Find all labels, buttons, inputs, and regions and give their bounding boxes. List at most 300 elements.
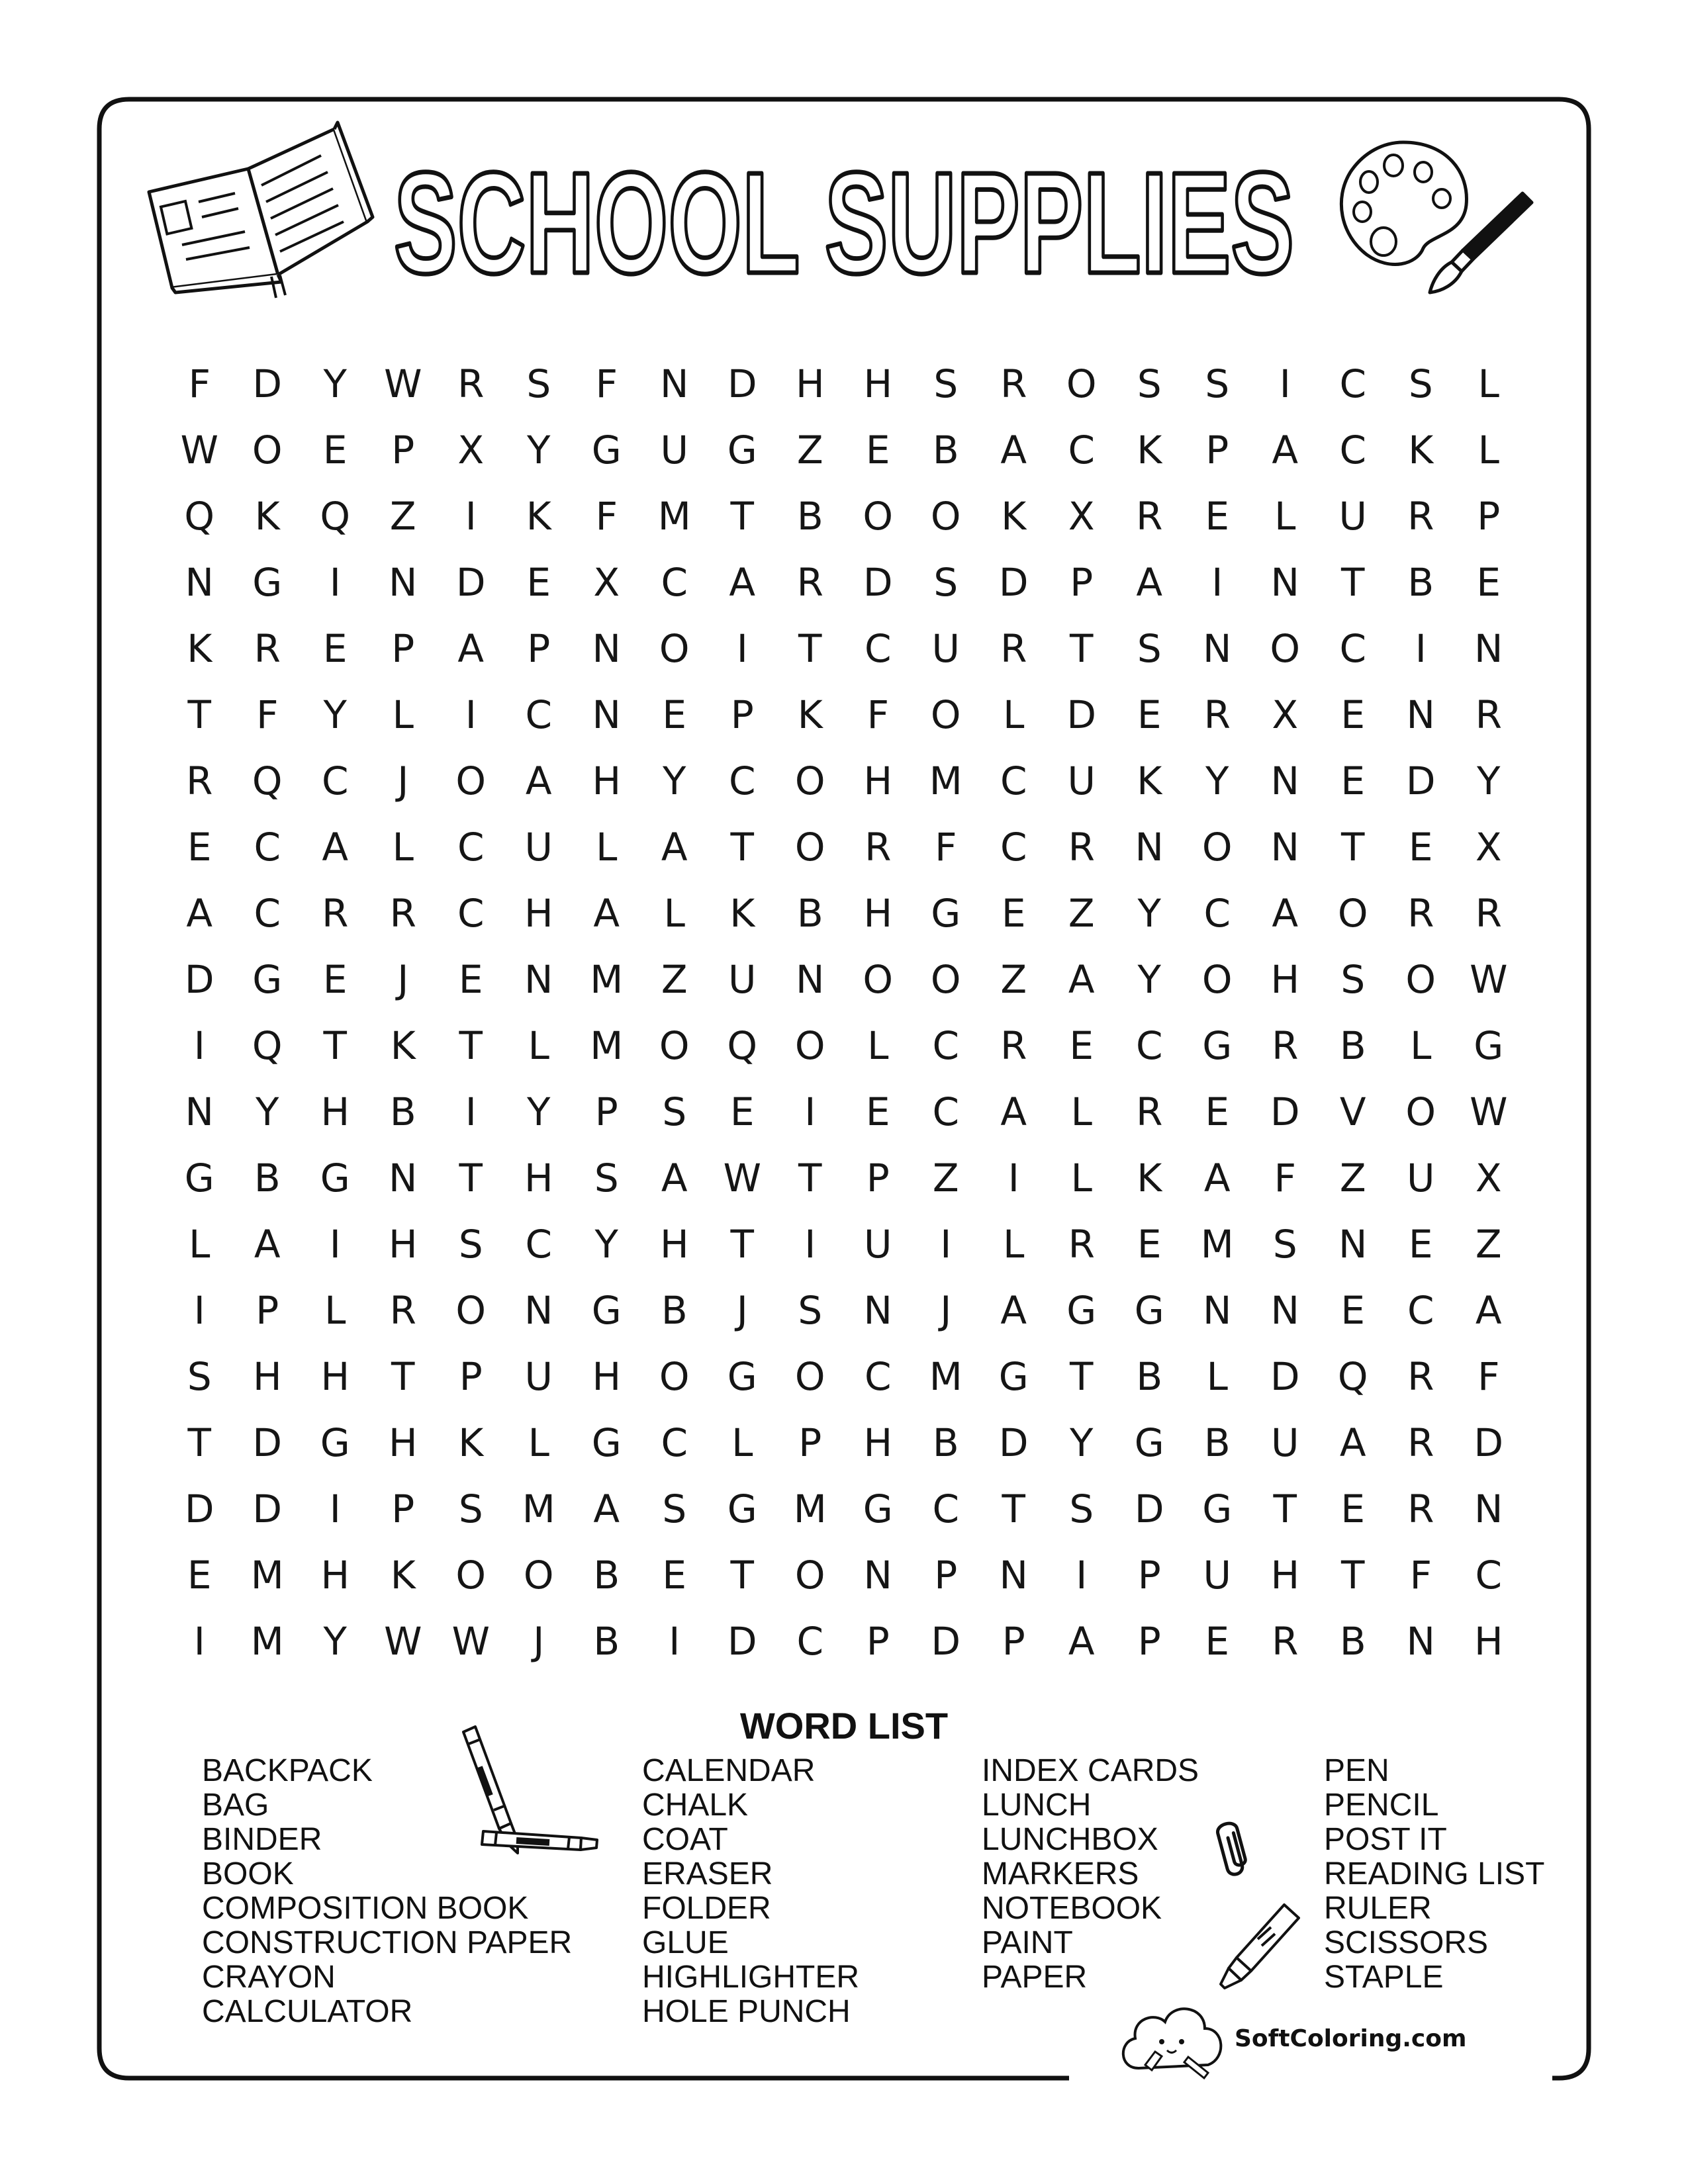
grid-letter: H xyxy=(863,891,893,936)
grid-letter: L xyxy=(1477,361,1499,406)
grid-letter: G xyxy=(320,1420,350,1465)
grid-letter: A xyxy=(1000,428,1027,473)
grid-letter: L xyxy=(189,1222,211,1267)
grid-letter: R xyxy=(186,758,213,803)
grid-letter: W xyxy=(451,1619,490,1664)
word-list-column-4 xyxy=(1324,1754,1544,1995)
grid-letter: T xyxy=(187,1420,211,1465)
grid-letter: O xyxy=(1405,957,1436,1002)
grid-letter: N xyxy=(389,1156,418,1201)
grid-letter: A xyxy=(1068,957,1095,1002)
grid-letter: L xyxy=(324,1288,346,1333)
grid-letter: E xyxy=(662,692,687,737)
grid-letter: D xyxy=(863,560,893,605)
grid-letter: R xyxy=(865,825,892,870)
grid-letter: T xyxy=(323,1023,347,1068)
grid-letter: L xyxy=(663,891,685,936)
grid-letter: X xyxy=(1475,1156,1502,1201)
grid-letter: H xyxy=(524,1156,553,1201)
grid-letter: N xyxy=(1406,1619,1435,1664)
grid-letter: P xyxy=(798,1420,822,1465)
grid-letter: F xyxy=(1477,1354,1500,1399)
grid-letter: P xyxy=(459,1354,483,1399)
grid-letter: G xyxy=(1134,1288,1164,1333)
grid-letter: C xyxy=(1000,825,1027,870)
grid-letter: R xyxy=(1000,1023,1027,1068)
grid-letter: T xyxy=(1273,1486,1297,1531)
grid-letter: P xyxy=(391,428,415,473)
grid-letter: O xyxy=(1270,626,1301,671)
grid-letter: Y xyxy=(256,1089,279,1134)
grid-letter: U xyxy=(728,957,757,1002)
grid-letter: S xyxy=(526,361,551,406)
grid-letter: F xyxy=(188,361,211,406)
grid-letter: P xyxy=(594,1089,618,1134)
grid-letter: M xyxy=(250,1553,284,1598)
grid-letter: D xyxy=(727,1619,757,1664)
grid-letter: D xyxy=(931,1619,961,1664)
grid-letter: X xyxy=(1475,825,1502,870)
grid-letter: P xyxy=(866,1619,890,1664)
grid-letter: A xyxy=(1339,1420,1366,1465)
grid-letter: A xyxy=(1272,428,1299,473)
grid-letter: H xyxy=(863,1420,893,1465)
grid-letter: H xyxy=(1270,957,1300,1002)
grid-letter: D xyxy=(1474,1420,1504,1465)
grid-letter: M xyxy=(1200,1222,1234,1267)
cloud-mascot-icon xyxy=(1115,1992,1231,2085)
grid-letter: A xyxy=(1136,560,1163,605)
grid-letter: G xyxy=(998,1354,1029,1399)
grid-letter: P xyxy=(866,1156,890,1201)
grid-letter: M xyxy=(929,1354,962,1399)
grid-letter: B xyxy=(1339,1619,1366,1664)
grid-letter: R xyxy=(1000,361,1027,406)
grid-letter: R xyxy=(1407,891,1434,936)
grid-letter: C xyxy=(525,692,552,737)
grid-letter: A xyxy=(322,825,349,870)
grid-letter: C xyxy=(865,1354,892,1399)
grid-letter: D xyxy=(1134,1486,1164,1531)
grid-letter: E xyxy=(1340,758,1366,803)
grid-letter: G xyxy=(320,1156,350,1201)
grid-letter: G xyxy=(1474,1023,1504,1068)
grid-letter: B xyxy=(1136,1354,1163,1399)
grid-letter: A xyxy=(254,1222,281,1267)
grid-letter: K xyxy=(1137,758,1162,803)
grid-letter: K xyxy=(1001,494,1027,539)
grid-letter: K xyxy=(390,1553,416,1598)
grid-letter: F xyxy=(1274,1156,1296,1201)
grid-letter: I xyxy=(669,1619,680,1664)
word-list-item: MARKERS xyxy=(982,1856,1139,1891)
grid-letter: Q xyxy=(184,494,215,539)
grid-letter: U xyxy=(1067,758,1096,803)
grid-letter: G xyxy=(727,1486,757,1531)
grid-letter: C xyxy=(254,891,281,936)
grid-letter: R xyxy=(1203,692,1231,737)
grid-letter: S xyxy=(1137,361,1162,406)
grid-letter: O xyxy=(252,428,283,473)
grid-letter: S xyxy=(1340,957,1366,1002)
grid-letter: K xyxy=(458,1420,484,1465)
grid-letter: S xyxy=(1069,1486,1094,1531)
grid-letter: S xyxy=(458,1222,483,1267)
grid-letter: E xyxy=(1340,692,1366,737)
grid-letter: W xyxy=(384,1619,422,1664)
grid-letter: C xyxy=(932,1089,959,1134)
grid-letter: K xyxy=(797,692,823,737)
grid-letter: Y xyxy=(527,1089,551,1134)
grid-letter: N xyxy=(999,1553,1028,1598)
grid-letter: P xyxy=(391,1486,415,1531)
grid-letter: E xyxy=(458,957,483,1002)
word-list-item: PEN xyxy=(1324,1753,1389,1788)
open-book-icon xyxy=(136,113,381,298)
grid-letter: F xyxy=(935,825,957,870)
grid-letter: G xyxy=(931,891,961,936)
grid-letter: T xyxy=(730,1222,754,1267)
grid-letter: L xyxy=(1477,428,1499,473)
grid-letter: D xyxy=(727,361,757,406)
grid-letter: C xyxy=(1339,428,1366,473)
grid-letter: O xyxy=(794,1553,825,1598)
word-list-item: STAPLE xyxy=(1324,1960,1444,1995)
grid-letter: Y xyxy=(323,361,347,406)
grid-letter: P xyxy=(1477,494,1501,539)
grid-letter: L xyxy=(528,1420,549,1465)
grid-letter: E xyxy=(865,428,890,473)
grid-letter: T xyxy=(1002,1486,1025,1531)
grid-letter: O xyxy=(863,957,894,1002)
grid-letter: S xyxy=(1408,361,1433,406)
grid-letter: A xyxy=(1203,1156,1231,1201)
grid-letter: B xyxy=(932,428,959,473)
grid-letter: J xyxy=(397,758,409,803)
grid-letter: E xyxy=(1476,560,1501,605)
grid-letter: R xyxy=(796,560,823,605)
grid-letter: G xyxy=(727,428,757,473)
grid-letter: C xyxy=(865,626,892,671)
grid-letter: N xyxy=(1474,626,1503,671)
grid-letter: R xyxy=(1407,1420,1434,1465)
word-list-column-3 xyxy=(982,1754,1199,1995)
grid-letter: R xyxy=(254,626,281,671)
grid-letter: I xyxy=(804,1222,816,1267)
grid-letter: U xyxy=(1338,494,1367,539)
grid-letter: U xyxy=(931,626,960,671)
grid-letter: T xyxy=(1341,825,1365,870)
grid-letter: Z xyxy=(1339,1156,1366,1201)
grid-letter: P xyxy=(1070,560,1094,605)
grid-letter: Z xyxy=(389,494,416,539)
grid-letter: T xyxy=(391,1354,415,1399)
grid-letter: H xyxy=(659,1222,689,1267)
grid-letter: S xyxy=(1137,626,1162,671)
grid-letter: C xyxy=(932,1023,959,1068)
grid-letter: L xyxy=(1070,1089,1092,1134)
grid-letter: G xyxy=(591,1288,622,1333)
grid-letter: Y xyxy=(323,692,347,737)
grid-letter: L xyxy=(731,1420,753,1465)
grid-letter: E xyxy=(187,1553,212,1598)
grid-letter: N xyxy=(1474,1486,1503,1531)
grid-letter: I xyxy=(329,1222,341,1267)
grid-letter: Z xyxy=(1475,1222,1502,1267)
grid-letter: N xyxy=(592,626,621,671)
grid-letter: J xyxy=(736,1288,748,1333)
grid-letter: O xyxy=(455,758,487,803)
grid-letter: S xyxy=(662,1486,687,1531)
grid-letter: L xyxy=(1274,494,1296,539)
grid-letter: Z xyxy=(1068,891,1095,936)
grid-letter: G xyxy=(1202,1486,1233,1531)
grid-letter: M xyxy=(929,758,962,803)
grid-letter: C xyxy=(457,825,485,870)
grid-letter: Y xyxy=(1070,1420,1094,1465)
grid-letter: N xyxy=(1135,825,1164,870)
grid-letter: K xyxy=(254,494,280,539)
grid-letter: N xyxy=(1203,626,1232,671)
grid-letter: Q xyxy=(320,494,351,539)
grid-letter: N xyxy=(1270,758,1299,803)
grid-letter: T xyxy=(1070,1354,1094,1399)
word-list-item: CHALK xyxy=(642,1788,749,1823)
grid-letter: R xyxy=(1068,825,1095,870)
grid-letter: W xyxy=(384,361,422,406)
grid-letter: O xyxy=(523,1553,554,1598)
grid-letter: Y xyxy=(1205,758,1229,803)
page-title: SCHOOL SUPPLIES xyxy=(394,143,1294,304)
grid-letter: J xyxy=(533,1619,545,1664)
grid-letter: M xyxy=(590,1023,624,1068)
grid-letter: T xyxy=(187,692,211,737)
grid-letter: B xyxy=(389,1089,416,1134)
letter-grid xyxy=(165,351,1523,1674)
grid-letter: Y xyxy=(527,428,551,473)
grid-letter: A xyxy=(729,560,756,605)
grid-letter: N xyxy=(1406,692,1435,737)
grid-letter: W xyxy=(723,1156,761,1201)
grid-letter: P xyxy=(391,626,415,671)
grid-letter: G xyxy=(1202,1023,1233,1068)
marker-icon xyxy=(1205,1899,1304,1992)
grid-letter: N xyxy=(524,1288,553,1333)
grid-letter: U xyxy=(1271,1420,1299,1465)
word-list-heading: WORD LIST xyxy=(739,1705,949,1747)
grid-letter: C xyxy=(661,560,688,605)
grid-letter: T xyxy=(1341,1553,1365,1598)
grid-letter: A xyxy=(1272,891,1299,936)
grid-letter: I xyxy=(804,1089,816,1134)
grid-letter: R xyxy=(1407,1354,1434,1399)
grid-letter: C xyxy=(457,891,485,936)
word-list-item: RULER xyxy=(1324,1891,1432,1926)
grid-letter: O xyxy=(1337,891,1368,936)
grid-letter: O xyxy=(930,957,961,1002)
grid-letter: W xyxy=(1470,957,1508,1002)
grid-letter: Y xyxy=(1477,758,1501,803)
grid-letter: S xyxy=(933,361,959,406)
grid-letter: E xyxy=(322,626,348,671)
word-list-item: CRAYON xyxy=(202,1960,336,1995)
grid-letter: T xyxy=(1070,626,1094,671)
grid-letter: K xyxy=(1137,428,1162,473)
grid-letter: R xyxy=(1407,1486,1434,1531)
grid-letter: A xyxy=(1068,1619,1095,1664)
grid-letter: O xyxy=(1066,361,1097,406)
grid-letter: C xyxy=(796,1619,823,1664)
grid-letter: K xyxy=(390,1023,416,1068)
grid-letter: G xyxy=(591,428,622,473)
paperclip-icon xyxy=(1215,1820,1254,1880)
grid-letter: H xyxy=(320,1553,350,1598)
grid-letter: P xyxy=(256,1288,279,1333)
word-list-item: COMPOSITION BOOK xyxy=(202,1891,529,1926)
grid-letter: N xyxy=(863,1288,892,1333)
grid-letter: O xyxy=(1201,825,1233,870)
grid-letter: Y xyxy=(323,1619,347,1664)
grid-letter: N xyxy=(1338,1222,1368,1267)
grid-letter: T xyxy=(730,825,754,870)
grid-letter: P xyxy=(1205,428,1229,473)
grid-letter: E xyxy=(1340,1288,1366,1333)
grid-letter: G xyxy=(727,1354,757,1399)
grid-letter: I xyxy=(1279,361,1291,406)
grid-letter: F xyxy=(256,692,279,737)
grid-letter: T xyxy=(798,1156,822,1201)
grid-letter: D xyxy=(184,1486,214,1531)
grid-letter: E xyxy=(322,957,348,1002)
grid-letter: C xyxy=(932,1486,959,1531)
word-list-item: FOLDER xyxy=(642,1891,771,1926)
grid-letter: H xyxy=(795,361,825,406)
grid-letter: Y xyxy=(663,758,686,803)
grid-letter: I xyxy=(1076,1553,1088,1598)
grid-letter: N xyxy=(1270,560,1299,605)
word-list-item: HOLE PUNCH xyxy=(642,1994,851,2029)
grid-letter: C xyxy=(1407,1288,1434,1333)
grid-letter: O xyxy=(794,758,825,803)
grid-letter: K xyxy=(1137,1156,1162,1201)
word-list-item: INDEX CARDS xyxy=(982,1753,1199,1788)
grid-letter: Z xyxy=(932,1156,959,1201)
grid-letter: R xyxy=(1475,891,1502,936)
grid-letter: X xyxy=(1068,494,1095,539)
grid-letter: L xyxy=(596,825,618,870)
grid-letter: T xyxy=(1341,560,1365,605)
grid-letter: L xyxy=(392,825,414,870)
grid-letter: C xyxy=(1203,891,1231,936)
grid-letter: B xyxy=(1203,1420,1231,1465)
grid-letter: S xyxy=(662,1089,687,1134)
grid-letter: D xyxy=(252,361,283,406)
grid-letter: S xyxy=(458,1486,483,1531)
grid-letter: D xyxy=(1066,692,1097,737)
grid-letter: E xyxy=(1205,1619,1230,1664)
grid-letter: D xyxy=(1270,1089,1300,1134)
crayon-icon xyxy=(457,1724,602,1863)
grid-letter: P xyxy=(1002,1619,1025,1664)
word-list-item: COAT xyxy=(642,1822,728,1857)
grid-letter: S xyxy=(594,1156,619,1201)
grid-letter: A xyxy=(1000,1288,1027,1333)
brand-name: SoftColoring.com xyxy=(1235,2025,1467,2052)
grid-letter: F xyxy=(867,692,889,737)
grid-letter: S xyxy=(933,560,959,605)
grid-letter: N xyxy=(1203,1288,1232,1333)
word-list-item: PAPER xyxy=(982,1960,1088,1995)
grid-letter: N xyxy=(1270,825,1299,870)
grid-letter: D xyxy=(184,957,214,1002)
grid-letter: P xyxy=(934,1553,958,1598)
word-list-item: ERASER xyxy=(642,1856,773,1891)
grid-letter: R xyxy=(1000,626,1027,671)
grid-letter: M xyxy=(522,1486,555,1531)
grid-letter: I xyxy=(329,560,341,605)
grid-letter: G xyxy=(184,1156,214,1201)
grid-letter: O xyxy=(659,1023,690,1068)
grid-letter: A xyxy=(186,891,213,936)
word-list-item: LUNCH xyxy=(982,1788,1092,1823)
grid-letter: D xyxy=(1270,1354,1300,1399)
grid-letter: H xyxy=(592,758,622,803)
grid-letter: O xyxy=(455,1288,487,1333)
grid-letter: D xyxy=(998,1420,1029,1465)
grid-letter: H xyxy=(320,1089,350,1134)
grid-letter: I xyxy=(193,1619,205,1664)
grid-letter: D xyxy=(998,560,1029,605)
grid-letter: N xyxy=(863,1553,892,1598)
grid-letter: L xyxy=(1003,1222,1025,1267)
grid-letter: Q xyxy=(252,758,283,803)
grid-letter: B xyxy=(796,494,823,539)
grid-letter: F xyxy=(1409,1553,1432,1598)
grid-letter: M xyxy=(657,494,691,539)
grid-letter: U xyxy=(1203,1553,1231,1598)
word-list-item: CONSTRUCTION PAPER xyxy=(202,1925,573,1960)
grid-letter: B xyxy=(796,891,823,936)
grid-letter: N xyxy=(185,1089,214,1134)
grid-letter: U xyxy=(524,1354,553,1399)
grid-letter: C xyxy=(1475,1553,1502,1598)
grid-letter: R xyxy=(322,891,349,936)
word-list-item: SCISSORS xyxy=(1324,1925,1489,1960)
grid-letter: A xyxy=(661,1156,688,1201)
word-list-item: BACKPACK xyxy=(202,1753,373,1788)
grid-letter: O xyxy=(455,1553,487,1598)
word-list-item: BAG xyxy=(202,1788,269,1823)
word-list-item: POST IT xyxy=(1324,1822,1447,1857)
grid-letter: N xyxy=(524,957,553,1002)
grid-letter: E xyxy=(526,560,551,605)
grid-letter: J xyxy=(397,957,409,1002)
grid-letter: K xyxy=(187,626,212,671)
grid-letter: A xyxy=(1000,1089,1027,1134)
grid-letter: E xyxy=(1340,1486,1366,1531)
grid-letter: O xyxy=(1201,957,1233,1002)
grid-letter: O xyxy=(1405,1089,1436,1134)
word-list-item: BINDER xyxy=(202,1822,322,1857)
grid-letter: G xyxy=(1066,1288,1097,1333)
grid-letter: G xyxy=(863,1486,893,1531)
grid-letter: O xyxy=(930,494,961,539)
word-list-item: CALCULATOR xyxy=(202,1994,413,2029)
grid-letter: C xyxy=(1000,758,1027,803)
grid-letter: A xyxy=(593,1486,620,1531)
grid-letter: V xyxy=(1339,1089,1366,1134)
grid-letter: G xyxy=(252,957,283,1002)
